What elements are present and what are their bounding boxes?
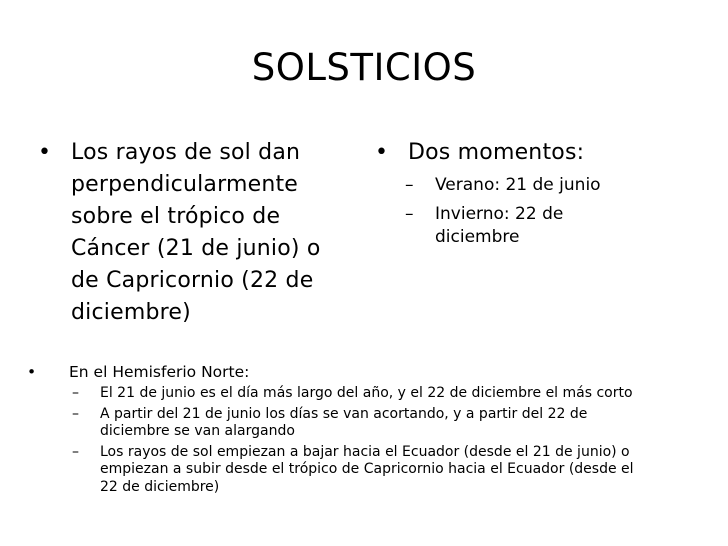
bullet-heading: Dos momentos: [408,140,585,165]
bullet-line: Cáncer (21 de junio) o [71,236,321,261]
bullet-heading: En el Hemisferio Norte: [69,363,250,381]
slide-title: SOLSTICIOS [251,46,477,89]
bullet-marker: • [27,363,37,381]
bullet-item-dos-momentos [375,137,705,169]
dash-marker: – [72,443,79,460]
hemisferio-sublist [27,385,717,496]
sub-item-verano [405,174,705,197]
sub-item-acortando [72,406,717,441]
sub-item-line: A partir del 21 de junio los días se van acortando, y a partir del 22 de [100,405,588,422]
bullet-line: perpendicularmente [71,172,299,197]
sub-item-line: diciembre se van alargando [100,423,295,439]
sub-item-line: El 21 de junio es el día más largo del año, y el 22 de diciembre el más corto [100,385,633,401]
dash-marker: – [405,204,414,224]
hemisferio-norte-block [27,362,717,499]
sub-item-dia-largo [72,385,717,403]
bullet-marker: • [38,140,52,165]
dash-marker: – [72,405,79,422]
bullet-line: sobre el trópico de [71,204,281,229]
dash-marker: – [72,385,79,401]
sub-item-line: empiezan a subir desde el trópico de Capricornio hacia el Ecuador (desde el [100,461,634,477]
bullet-marker: • [375,140,389,165]
dash-marker: – [405,175,414,195]
sub-item-rayos-ecuador [72,444,717,497]
sub-item-line: Los rayos de sol empiezan a bajar hacia el Ecuador (desde el 21 de junio) o [100,443,630,460]
left-column [38,137,358,329]
momentos-sublist [375,174,705,249]
bullet-line: de Capricornio (22 de [71,268,314,293]
bullet-line: diciembre) [71,300,191,325]
right-column [375,137,705,255]
bullet-line: Los rayos de sol dan [71,140,301,165]
bullet-item-rayos [38,137,358,329]
sub-item-line: 22 de diciembre) [100,478,220,495]
sub-item-line: diciembre [435,227,520,247]
sub-item-invierno [405,203,705,249]
bullet-item-hemisferio [27,362,717,382]
sub-item-line: Verano: 21 de junio [435,175,601,195]
sub-item-line: Invierno: 22 de [435,204,564,224]
